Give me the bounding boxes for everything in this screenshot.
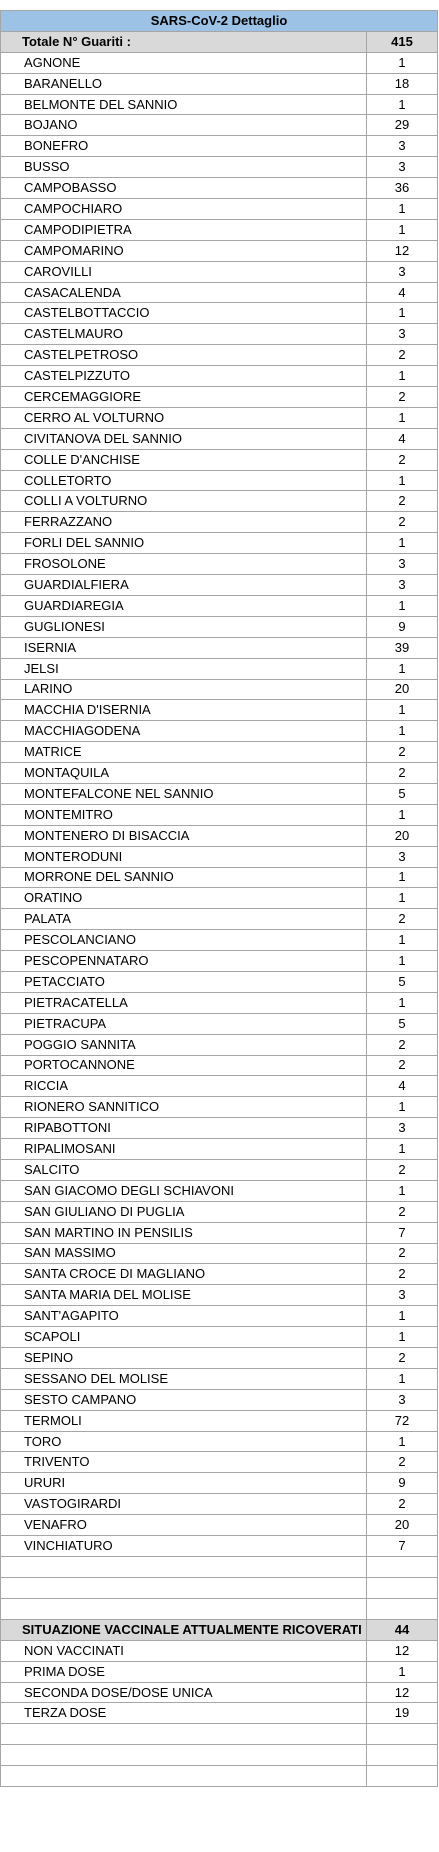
table-row: [1, 407, 438, 428]
table-row: [1, 1201, 438, 1222]
vaccination-category: TERZA DOSE: [1, 1703, 367, 1724]
table-row: [1, 491, 438, 512]
town-count: 1: [367, 303, 438, 324]
town-count: 72: [367, 1410, 438, 1431]
table-row: [1, 1368, 438, 1389]
table-row: [1, 240, 438, 261]
town-count: 2: [367, 1055, 438, 1076]
town-count: 1: [367, 470, 438, 491]
table-row: [1, 324, 438, 345]
table-row: [1, 1180, 438, 1201]
vaccination-label: SITUAZIONE VACCINALE ATTUALMENTE RICOVERATI: [1, 1619, 367, 1640]
vaccination-category: NON VACCINATI: [1, 1640, 367, 1661]
table-row: [1, 804, 438, 825]
town-count: 2: [367, 1034, 438, 1055]
town-count: 2: [367, 742, 438, 763]
table-row: [1, 554, 438, 575]
table-row: [1, 909, 438, 930]
town-name: POGGIO SANNITA: [1, 1034, 367, 1055]
town-name: PESCOLANCIANO: [1, 930, 367, 951]
town-count: 2: [367, 449, 438, 470]
town-count: 2: [367, 1159, 438, 1180]
town-count: 1: [367, 366, 438, 387]
table-row: [1, 387, 438, 408]
town-count: 3: [367, 136, 438, 157]
town-name: BONEFRO: [1, 136, 367, 157]
town-count: 2: [367, 1243, 438, 1264]
town-count: 1: [367, 951, 438, 972]
table-row: [1, 73, 438, 94]
town-count: 4: [367, 1076, 438, 1097]
town-count: 2: [367, 387, 438, 408]
town-name: PIETRACATELLA: [1, 992, 367, 1013]
town-name: SANTA CROCE DI MAGLIANO: [1, 1264, 367, 1285]
town-count: 2: [367, 345, 438, 366]
town-name: CASTELMAURO: [1, 324, 367, 345]
town-name: CERCEMAGGIORE: [1, 387, 367, 408]
table-row: [1, 115, 438, 136]
town-count: 1: [367, 94, 438, 115]
town-name: CAMPOBASSO: [1, 178, 367, 199]
town-name: CASTELPETROSO: [1, 345, 367, 366]
town-name: RIPABOTTONI: [1, 1118, 367, 1139]
town-count: 3: [367, 261, 438, 282]
town-name: SCAPOLI: [1, 1327, 367, 1348]
town-name: CIVITANOVA DEL SANNIO: [1, 428, 367, 449]
town-count: 1: [367, 804, 438, 825]
town-name: CAMPODIPIETRA: [1, 219, 367, 240]
town-count: 2: [367, 1264, 438, 1285]
table-row: [1, 1452, 438, 1473]
empty-cell: [367, 1598, 438, 1619]
vaccination-total: 44: [367, 1619, 438, 1640]
town-count: 36: [367, 178, 438, 199]
town-name: PORTOCANNONE: [1, 1055, 367, 1076]
town-name: VASTOGIRARDI: [1, 1494, 367, 1515]
town-name: GUARDIALFIERA: [1, 575, 367, 596]
town-name: SAN GIULIANO DI PUGLIA: [1, 1201, 367, 1222]
table-row: [1, 1703, 438, 1724]
table-row: [1, 1076, 438, 1097]
town-count: 1: [367, 1431, 438, 1452]
empty-row: [1, 1745, 438, 1766]
town-count: 1: [367, 930, 438, 951]
table-row: [1, 867, 438, 888]
town-name: PIETRACUPA: [1, 1013, 367, 1034]
table-row: [1, 1055, 438, 1076]
town-count: 9: [367, 616, 438, 637]
town-count: 2: [367, 1201, 438, 1222]
empty-row: [1, 1556, 438, 1577]
town-name: TRIVENTO: [1, 1452, 367, 1473]
table-row: [1, 637, 438, 658]
town-count: 1: [367, 1306, 438, 1327]
table-row: [1, 52, 438, 73]
table-row: [1, 742, 438, 763]
town-name: CAROVILLI: [1, 261, 367, 282]
town-name: CERRO AL VOLTURNO: [1, 407, 367, 428]
town-count: 3: [367, 1118, 438, 1139]
table-row: [1, 1327, 438, 1348]
town-name: PESCOPENNATARO: [1, 951, 367, 972]
town-count: 5: [367, 783, 438, 804]
town-count: 1: [367, 721, 438, 742]
table-row: [1, 1097, 438, 1118]
town-name: SAN MARTINO IN PENSILIS: [1, 1222, 367, 1243]
town-name: MONTEFALCONE NEL SANNIO: [1, 783, 367, 804]
table-row: [1, 157, 438, 178]
town-name: LARINO: [1, 679, 367, 700]
town-name: MACCHIAGODENA: [1, 721, 367, 742]
town-count: 3: [367, 1285, 438, 1306]
town-count: 39: [367, 637, 438, 658]
table-row: [1, 1306, 438, 1327]
town-count: 2: [367, 491, 438, 512]
town-count: 1: [367, 1180, 438, 1201]
table-row: [1, 533, 438, 554]
town-count: 2: [367, 763, 438, 784]
town-name: PALATA: [1, 909, 367, 930]
table-row: [1, 219, 438, 240]
town-count: 20: [367, 825, 438, 846]
table-row: [1, 282, 438, 303]
town-name: CASTELPIZZUTO: [1, 366, 367, 387]
table-row: [1, 199, 438, 220]
town-count: 1: [367, 658, 438, 679]
total-label: Totale N° Guariti :: [1, 31, 367, 52]
table-row: [1, 303, 438, 324]
town-name: FROSOLONE: [1, 554, 367, 575]
town-count: 1: [367, 1139, 438, 1160]
table-row: [1, 261, 438, 282]
table-row: [1, 94, 438, 115]
table-row: [1, 825, 438, 846]
empty-row: [1, 1766, 438, 1787]
town-name: FERRAZZANO: [1, 512, 367, 533]
town-name: TERMOLI: [1, 1410, 367, 1431]
empty-row: [1, 1724, 438, 1745]
town-count: 3: [367, 1389, 438, 1410]
town-name: CASACALENDA: [1, 282, 367, 303]
table-row: [1, 1139, 438, 1160]
town-count: 7: [367, 1222, 438, 1243]
town-name: ISERNIA: [1, 637, 367, 658]
town-count: 1: [367, 219, 438, 240]
town-count: 1: [367, 595, 438, 616]
empty-cell: [1, 1598, 367, 1619]
empty-cell: [1, 1577, 367, 1598]
town-name: BELMONTE DEL SANNIO: [1, 94, 367, 115]
town-count: 5: [367, 971, 438, 992]
town-name: RICCIA: [1, 1076, 367, 1097]
table-row: [1, 763, 438, 784]
town-count: 3: [367, 554, 438, 575]
table-row: [1, 1159, 438, 1180]
vaccination-count: 12: [367, 1640, 438, 1661]
town-name: SALCITO: [1, 1159, 367, 1180]
table-row: [1, 616, 438, 637]
town-name: RIPALIMOSANI: [1, 1139, 367, 1160]
table-row: [1, 1013, 438, 1034]
town-count: 20: [367, 1515, 438, 1536]
town-name: MONTAQUILA: [1, 763, 367, 784]
table-row: [1, 1661, 438, 1682]
table-row: [1, 345, 438, 366]
empty-cell: [367, 1745, 438, 1766]
table-row: [1, 930, 438, 951]
table-row: [1, 595, 438, 616]
town-name: GUGLIONESI: [1, 616, 367, 637]
vaccination-count: 12: [367, 1682, 438, 1703]
town-name: SANT'AGAPITO: [1, 1306, 367, 1327]
town-count: 3: [367, 157, 438, 178]
table-row: [1, 992, 438, 1013]
town-name: JELSI: [1, 658, 367, 679]
town-name: GUARDIAREGIA: [1, 595, 367, 616]
town-name: COLLE D'ANCHISE: [1, 449, 367, 470]
table-row: [1, 575, 438, 596]
town-count: 1: [367, 199, 438, 220]
table-row: [1, 470, 438, 491]
town-count: 2: [367, 512, 438, 533]
vaccination-category: PRIMA DOSE: [1, 1661, 367, 1682]
total-row: [1, 31, 438, 52]
town-count: 4: [367, 428, 438, 449]
table-row: [1, 971, 438, 992]
town-count: 29: [367, 115, 438, 136]
table-row: [1, 1222, 438, 1243]
empty-cell: [1, 1766, 367, 1787]
town-name: MONTERODUNI: [1, 846, 367, 867]
table-row: [1, 1431, 438, 1452]
town-count: 12: [367, 240, 438, 261]
table-row: [1, 1243, 438, 1264]
table-row: [1, 888, 438, 909]
town-count: 1: [367, 407, 438, 428]
table-row: [1, 658, 438, 679]
empty-cell: [367, 1556, 438, 1577]
town-count: 7: [367, 1536, 438, 1557]
table-row: [1, 1640, 438, 1661]
table-row: [1, 1285, 438, 1306]
table-row: [1, 1034, 438, 1055]
town-count: 1: [367, 700, 438, 721]
town-count: 1: [367, 533, 438, 554]
town-name: SAN MASSIMO: [1, 1243, 367, 1264]
town-count: 2: [367, 1452, 438, 1473]
table-row: [1, 136, 438, 157]
town-name: MONTENERO DI BISACCIA: [1, 825, 367, 846]
town-count: 1: [367, 1097, 438, 1118]
town-name: BARANELLO: [1, 73, 367, 94]
town-count: 1: [367, 52, 438, 73]
town-name: MORRONE DEL SANNIO: [1, 867, 367, 888]
table-row: [1, 1389, 438, 1410]
vaccination-header-row: [1, 1619, 438, 1640]
town-count: 18: [367, 73, 438, 94]
table-row: [1, 1682, 438, 1703]
town-name: MACCHIA D'ISERNIA: [1, 700, 367, 721]
town-name: SANTA MARIA DEL MOLISE: [1, 1285, 367, 1306]
town-count: 3: [367, 846, 438, 867]
town-count: 1: [367, 992, 438, 1013]
town-name: MATRICE: [1, 742, 367, 763]
town-name: CAMPOCHIARO: [1, 199, 367, 220]
empty-row: [1, 1598, 438, 1619]
table-row: [1, 512, 438, 533]
town-count: 1: [367, 888, 438, 909]
empty-cell: [1, 1745, 367, 1766]
town-name: AGNONE: [1, 52, 367, 73]
table-row: [1, 1536, 438, 1557]
table-row: [1, 449, 438, 470]
table-row: [1, 178, 438, 199]
table-title: SARS-CoV-2 Dettaglio: [1, 11, 438, 32]
empty-cell: [1, 1556, 367, 1577]
town-name: FORLI DEL SANNIO: [1, 533, 367, 554]
table-row: [1, 783, 438, 804]
town-name: MONTEMITRO: [1, 804, 367, 825]
table-row: [1, 951, 438, 972]
town-count: 2: [367, 1494, 438, 1515]
table-row: [1, 846, 438, 867]
town-count: 2: [367, 909, 438, 930]
town-count: 3: [367, 575, 438, 596]
recovered-table: [0, 10, 438, 1787]
town-count: 1: [367, 1327, 438, 1348]
town-count: 5: [367, 1013, 438, 1034]
town-name: SESSANO DEL MOLISE: [1, 1368, 367, 1389]
town-name: SESTO CAMPANO: [1, 1389, 367, 1410]
town-name: CASTELBOTTACCIO: [1, 303, 367, 324]
town-name: BOJANO: [1, 115, 367, 136]
town-name: COLLI A VOLTURNO: [1, 491, 367, 512]
vaccination-category: SECONDA DOSE/DOSE UNICA: [1, 1682, 367, 1703]
table-title-row: [1, 11, 438, 32]
table-row: [1, 1494, 438, 1515]
town-name: ORATINO: [1, 888, 367, 909]
table-row: [1, 721, 438, 742]
table-row: [1, 1348, 438, 1369]
town-count: 9: [367, 1473, 438, 1494]
table-row: [1, 366, 438, 387]
town-count: 2: [367, 1348, 438, 1369]
town-count: 3: [367, 324, 438, 345]
table-row: [1, 1264, 438, 1285]
town-name: SAN GIACOMO DEGLI SCHIAVONI: [1, 1180, 367, 1201]
table-row: [1, 679, 438, 700]
town-name: TORO: [1, 1431, 367, 1452]
town-name: COLLETORTO: [1, 470, 367, 491]
town-count: 20: [367, 679, 438, 700]
town-count: 1: [367, 867, 438, 888]
town-count: 1: [367, 1368, 438, 1389]
table-row: [1, 1515, 438, 1536]
vaccination-count: 19: [367, 1703, 438, 1724]
town-name: CAMPOMARINO: [1, 240, 367, 261]
town-count: 4: [367, 282, 438, 303]
town-name: VENAFRO: [1, 1515, 367, 1536]
table-row: [1, 1410, 438, 1431]
table-row: [1, 428, 438, 449]
town-name: URURI: [1, 1473, 367, 1494]
vaccination-count: 1: [367, 1661, 438, 1682]
empty-cell: [1, 1724, 367, 1745]
town-name: SEPINO: [1, 1348, 367, 1369]
empty-cell: [367, 1724, 438, 1745]
town-name: BUSSO: [1, 157, 367, 178]
town-name: PETACCIATO: [1, 971, 367, 992]
town-name: RIONERO SANNITICO: [1, 1097, 367, 1118]
empty-cell: [367, 1577, 438, 1598]
empty-row: [1, 1577, 438, 1598]
total-value: 415: [367, 31, 438, 52]
table-row: [1, 700, 438, 721]
empty-cell: [367, 1766, 438, 1787]
table-row: [1, 1473, 438, 1494]
table-row: [1, 1118, 438, 1139]
town-name: VINCHIATURO: [1, 1536, 367, 1557]
